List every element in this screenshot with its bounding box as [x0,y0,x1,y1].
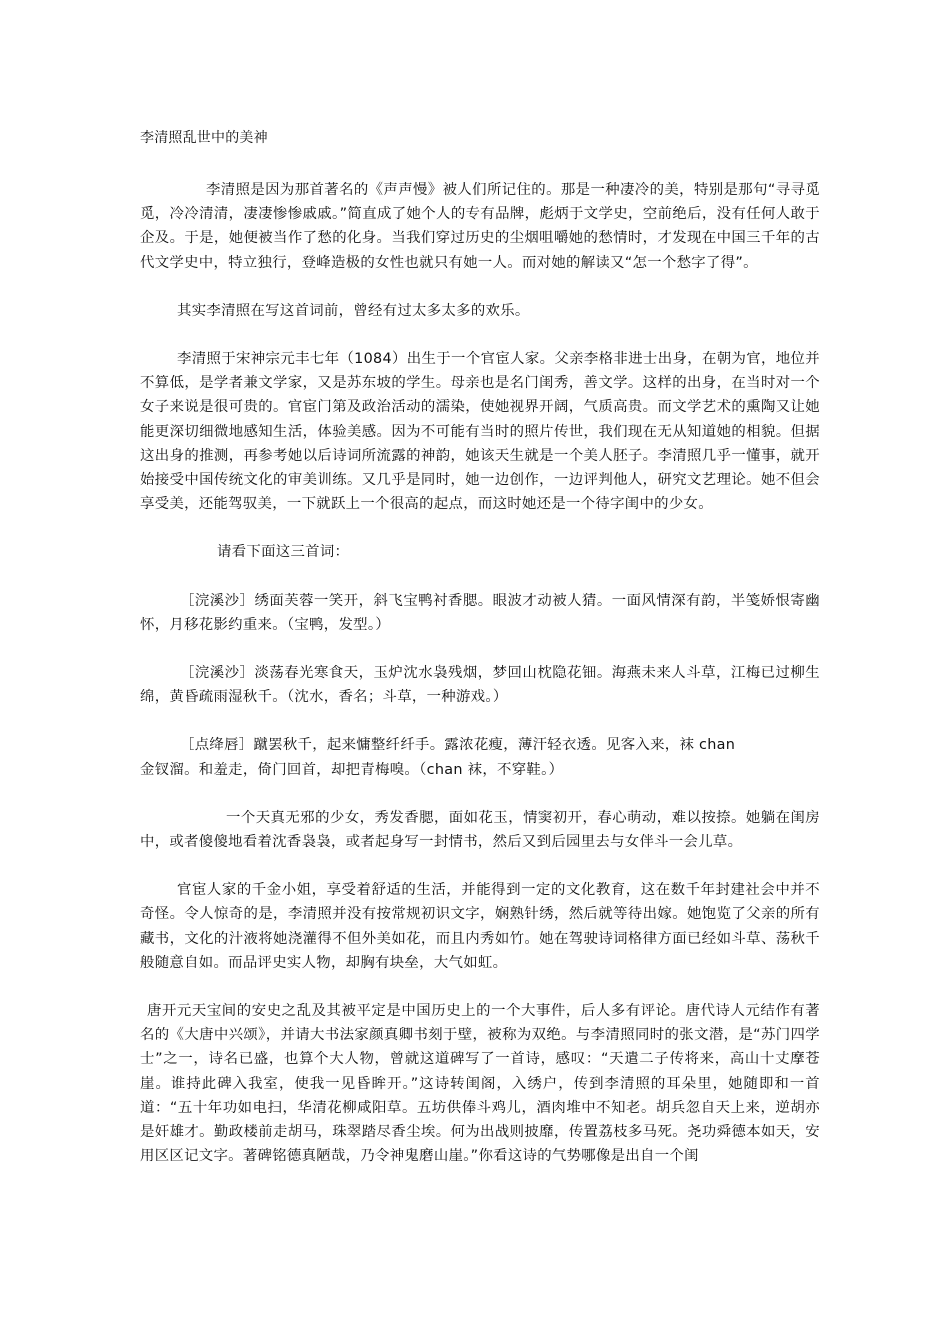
paragraph-anshi-rebellion: 唐开元天宝间的安史之乱及其被平定是中国历史上的一个大事件，后人多有评论。唐代诗人元结作有著名的《大唐中兴颂》，并请大书法家颜真卿书刻于壁，被称为双绝。与李清照同时的张文潜，是“苏门四学士”之一，诗名已盛，也算个大人物，曾就这道碑写了一首诗，感叹：“天遣二子传将来，高山十丈摩苍崖。谁持此碑入我室，使我一见昏眸开。”这诗转闺阁，入绣户，传到李清照的耳朵里，她随即和一首道：“五十年功如电扫，华清花柳咸阳草。五坊供俸斗鸡儿，酒肉堆中不知老。胡兵忽自天上来，逆胡亦是奸雄才。勤政楼前走胡马，珠翠踏尽香尘埃。何为出战则披靡，传置荔枝多马死。尧功舜德本如天，安用区区记文字。著碑铭德真陋哉，乃令神鬼磨山崖。”你看这诗的气势哪像是出自一个闺 [140,1003,820,1165]
document-title: 李清照乱世中的美神 [140,130,268,146]
poem-huanxisha-1: ［浣溪沙］绣面芙蓉一笑开，斜飞宝鸭衬香腮。眼波才动被人猜。一面风情深有韵，半笺娇恨寄幽怀，月移花影约重来。（宝鸭，发型。） [140,592,820,633]
poem-dianjiangchun [140,733,820,781]
paragraph-maiden: 一个天真无邪的少女，秀发香腮，面如花玉，情窦初开，春心萌动，难以按捺。她躺在闺房中，或者傻傻地看着沈香袅袅，或者起身写一封情书，然后又到后园里去与女伴斗一会儿草。 [140,809,820,851]
paragraph-three-poems: 请看下面这三首词： [217,544,350,561]
paragraph-joy: 其实李清照在写这首词前，曾经有过太多太多的欢乐。 [177,302,530,319]
paragraph-intro: 李清照是因为那首著名的《声声慢》被人们所记住的。那是一种凄冷的美，特别是那句“寻寻觅觅，冷冷清清，凄凄惨惨戚戚。”简直成了她个人的专有品牌，彪炳于文学史，空前绝后，没有任何人敢于企及。于是，她便被当作了愁的化身。当我们穿过历史的尘烟咀嚼她的愁情时，才发现在中国三千年的古代文学史中，特立独行，登峰造极的女性也就只有她一人。而对她的解读又“怎一个愁字了得”。 [140,182,820,271]
paragraph-birth: 李清照于宋神宗元丰七年（1084）出生于一个官宦人家。父亲李格非进士出身，在朝为官，地位并不算低，是学者兼文学家，又是苏东坡的学生。母亲也是名门闺秀，善文学。这样的出身，在当时对一个女子来说是很可贵的。官宦门第及政治活动的濡染，使她视界开阔，气质高贵。而文学艺术的熏陶又让她能更深切细微地感知生活，体验美感。因为不可能有当时的照片传世，我们现在无从知道她的相貌。但据这出身的推测，再参考她以后诗词所流露的神韵，她该天生就是一个美人胚子。李清照几乎一懂事，就开始接受中国传统文化的审美训练。又几乎是同时，她一边创作，一边评判他人，研究文艺理论。她不但会享受美，还能驾驭美，一下就跃上一个很高的起点，而这时她还是一个待字闺中的少女。 [140,351,820,513]
paragraph-education: 官宦人家的千金小姐，享受着舒适的生活，并能得到一定的文化教育，这在数千年封建社会中并不奇怪。令人惊奇的是，李清照并没有按常规初识文字，娴熟针绣，然后就等待出嫁。她饱览了父亲的所有藏书，文化的汁液将她浇灌得不但外美如花，而且内秀如竹。她在驾驶诗词格律方面已经如斗草、荡秋千般随意自如。而品评史实人物，却胸有块垒，大气如虹。 [140,882,820,971]
poem-dianjiangchun-line-2: 金钗溜。和羞走，倚门回首，却把青梅嗅。（chan 袜，不穿鞋。） [140,761,564,778]
poem-huanxisha-2: ［浣溪沙］淡荡春光寒食天，玉炉沈水袅残烟，梦回山枕隐花钿。海燕未来人斗草，江梅已过柳生绵，黄昏疏雨湿秋千。（沈水，香名；斗草，一种游戏。） [140,665,820,706]
poem-dianjiangchun-line-1: ［点绛唇］蹴罢秋千，起来慵整纤纤手。露浓花瘦，薄汗轻衣透。见客入来，袜 chan [180,737,736,754]
document-page [140,126,820,1169]
